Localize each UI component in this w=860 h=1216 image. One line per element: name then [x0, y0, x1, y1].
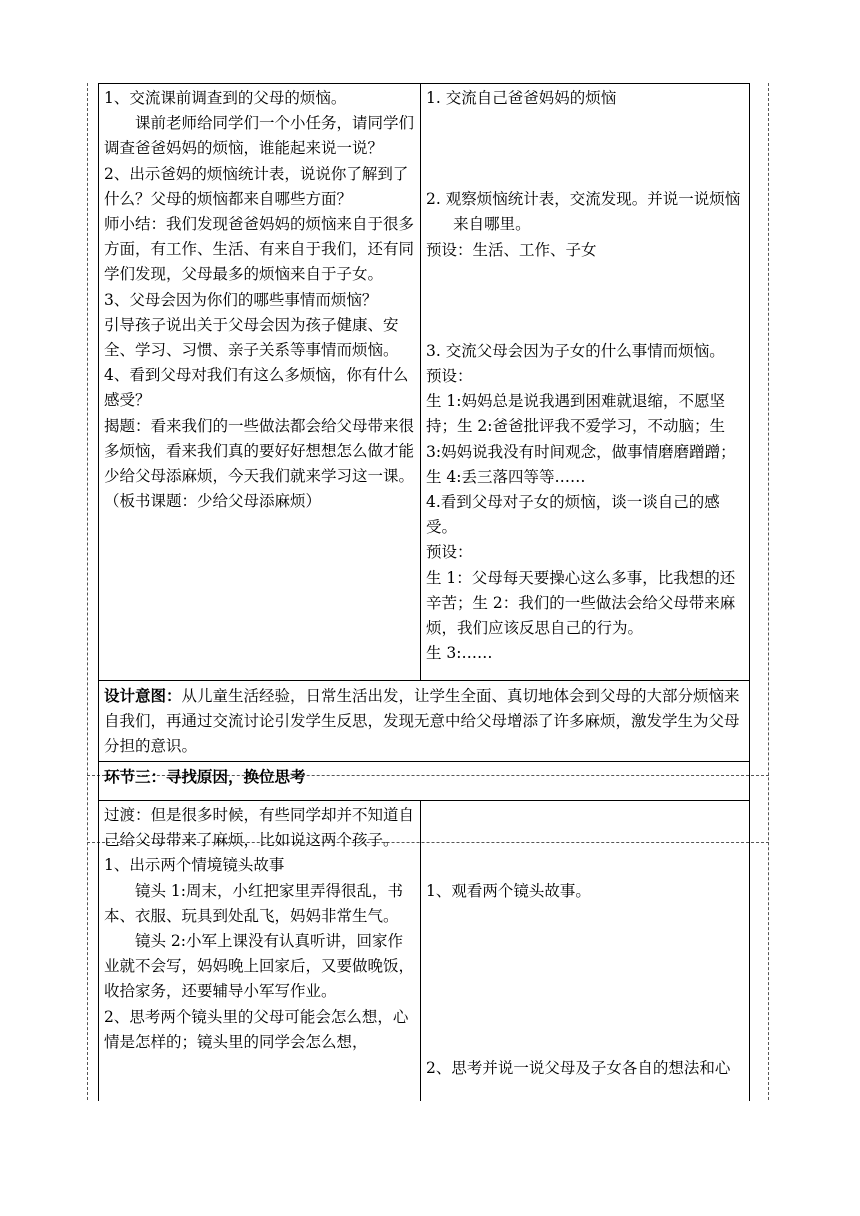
activity-row-2	[99, 84, 750, 681]
student-item-4: 4.看到父母对子女的烦恼，谈一谈自己的感受。	[426, 493, 720, 537]
teacher-activities-cell	[99, 84, 421, 681]
step-3-guidance: 引导孩子说出关于父母会因为孩子健康、安全、学习、习惯、亲子关系等事情而烦恼。	[104, 315, 399, 360]
step-4: 4、看到父母对我们有这么多烦恼，你有什么感受？	[104, 366, 409, 410]
student-activities-cell	[421, 84, 750, 681]
scene-1: 镜头 1:周末，小红把家里弄得很乱，书本、衣服、玩具到处乱飞，妈妈非常生气。	[104, 881, 404, 925]
student-activities-cell-3	[421, 801, 750, 1102]
step-3: 3、父母会因为你们的哪些事情而烦恼？	[104, 290, 378, 309]
teacher-activities-cell-3	[99, 801, 421, 1102]
student-item-3-1: 1、观看两个镜头故事。	[426, 882, 591, 900]
scene-2: 镜头 2:小军上课没有认真听讲，回家作业就不会写，妈妈晚上回家后，又要做晚饭，收拾家务，还要辅导小军写作业。	[104, 932, 415, 1001]
lesson-plan-frame	[87, 83, 769, 1100]
section-heading-row	[99, 762, 750, 801]
student-item-3-2: 2、思考并说一说父母及子女各自的想法和心	[426, 1059, 731, 1078]
preset-2-text: 生 1:妈妈总是说我遇到困难就退缩，不愿坚持；生 2:爸爸批评我不爱学习，不动脑；生 3:妈妈说我没有时间观念，做事情磨磨蹭蹭；生 4:丢三落四等等……	[426, 392, 736, 486]
section-heading-cell	[99, 762, 750, 801]
reveal-topic: 揭题：看来我们的一些做法都会给父母带来很多烦恼，看来我们真的要好好想想怎么做才能少给父母添麻烦，今天我们就来学习这一课。（板书课题：少给父母添麻烦）	[104, 416, 415, 511]
activity-row-3	[99, 801, 750, 1102]
lesson-plan-table	[98, 83, 750, 1101]
preset-2-label: 预设：	[426, 367, 473, 386]
student-item-3: 3. 交流父母会因为子女的什么事情而烦恼。	[426, 341, 725, 360]
design-intent-label: 设计意图：	[104, 686, 182, 705]
step-2: 2、出示爸妈的烦恼统计表，说说你了解到了什么？父母的烦恼都来自哪些方面？	[104, 164, 409, 208]
design-intent-row	[99, 681, 750, 762]
step-3-2: 2、思考两个镜头里的父母可能会怎么想，心情是怎样的；镜头里的同学会怎么想，	[104, 1007, 409, 1051]
preset-3-label: 预设：	[426, 543, 473, 562]
teacher-summary: 师小结：我们发现爸爸妈妈的烦恼来自于很多方面，有工作、生活、有来自于我们，还有同学们发现，父母最多的烦恼来自于子女。	[104, 215, 415, 284]
preset-1: 预设：生活、工作、子女	[426, 240, 597, 259]
design-intent-cell	[99, 681, 750, 762]
step-1: 1、交流课前调查到的父母的烦恼。	[104, 89, 347, 107]
step-3-1: 1、出示两个情境镜头故事	[104, 856, 285, 875]
preset-3-text: 生 1：父母每天要操心这么多事，比我想的还辛苦；生 2：我们的一些做法会给父母带来麻烦，我们应该反思自己的行为。	[426, 568, 736, 638]
design-intent-text: 从儿童生活经验，日常生活出发，让学生全面、真切地体会到父母的大部分烦恼来自我们，再通过交流讨论引发学生反思，发现无意中给父母增添了许多麻烦，激发学生为父母分担的意识。	[104, 687, 740, 756]
student-item-1: 1. 交流自己爸爸妈妈的烦恼	[426, 89, 617, 107]
transition-text: 过渡：但是很多时候，有些同学却并不知道自己给父母带来了麻烦，比如说这两个孩子。	[104, 806, 415, 850]
preset-3-more: 生 3:……	[426, 644, 493, 663]
student-item-2: 2. 观察烦恼统计表，交流发现。并说一说烦恼来自哪里。	[426, 190, 741, 234]
step-1-detail: 课前老师给同学们一个小任务，请同学们调查爸爸妈妈的烦恼，谁能起来说一说？	[104, 114, 415, 158]
section-3-title: 环节三：寻找原因，换位思考	[104, 767, 306, 786]
